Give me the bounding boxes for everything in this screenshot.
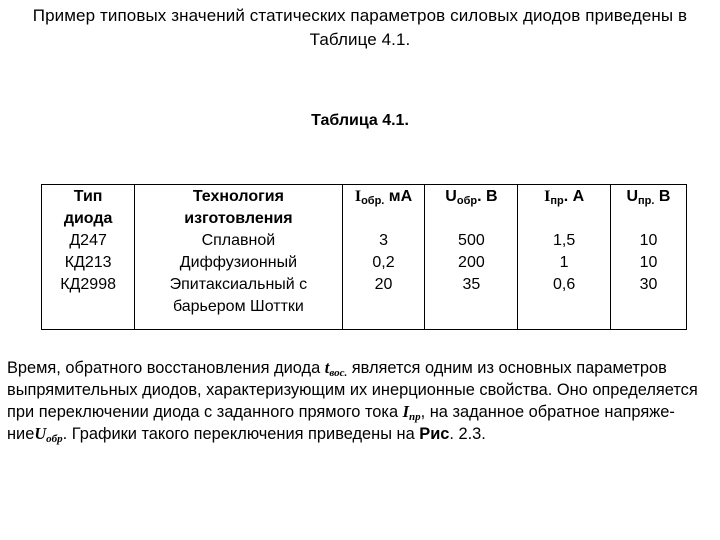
header-forward-current <box>518 185 611 231</box>
header-u-fwd-sub: пр. <box>638 195 655 207</box>
cell-u-rev: 200 <box>458 254 485 271</box>
cell-u-rev: 35 <box>462 276 481 293</box>
table-header-row <box>42 185 687 231</box>
body-paragraph <box>7 357 719 445</box>
header-u-rev-unit: . В <box>477 188 498 205</box>
header-u-rev-symbol: U <box>445 188 457 205</box>
header-i-rev-symbol: I <box>354 188 362 205</box>
cell-u-fwd: 10 <box>639 254 658 271</box>
para-text-5: . 2.3. <box>449 425 486 443</box>
column-forward-voltage <box>610 230 686 330</box>
header-technology <box>135 185 342 231</box>
intro-text <box>0 4 720 52</box>
symbol-u-sub: обр <box>46 433 63 445</box>
header-u-fwd-symbol: U <box>626 188 639 205</box>
symbol-t-sub: вос. <box>329 367 348 379</box>
column-technology <box>135 230 342 330</box>
header-i-rev-sub: обр. <box>361 195 385 207</box>
header-i-fwd-symbol: I <box>544 188 551 205</box>
cell-i-rev: 0,2 <box>372 254 395 271</box>
cell-type: КД2998 <box>60 276 116 293</box>
header-type-line1: Тип <box>73 188 103 205</box>
cell-technology: Диффузионный <box>179 254 297 271</box>
header-u-rev-sub: обр <box>456 195 478 207</box>
symbol-i: I <box>402 402 410 421</box>
header-type-line2: диода <box>63 210 113 227</box>
para-text-1: Время, обратного восстановления диода <box>7 359 325 377</box>
intro-line-2: Таблице 4.1. <box>309 30 411 49</box>
symbol-i-sub: пр <box>409 411 421 423</box>
cell-i-rev: 20 <box>374 276 393 293</box>
para-text-4: . Графики такого переключения приведены на <box>62 425 420 443</box>
header-i-fwd-sub: пр <box>550 195 564 207</box>
header-technology-line2: изготовления <box>184 210 293 227</box>
para-text-3: , на заданное обратное напряже-ние <box>7 403 675 443</box>
cell-type: КД213 <box>64 254 112 271</box>
table-caption: Таблица 4.1. <box>311 112 409 129</box>
symbol-u: U <box>34 424 47 443</box>
header-i-rev-unit: мА <box>384 188 413 205</box>
cell-u-fwd: 10 <box>639 232 658 249</box>
header-technology-line1: Технология <box>192 188 284 205</box>
cell-i-rev: 3 <box>379 232 388 249</box>
figure-reference: Рис <box>419 425 450 443</box>
header-i-fwd-unit: . А <box>563 188 585 205</box>
cell-type: Д247 <box>69 232 107 249</box>
intro-line-1: Пример типовых значений статических параметров силовых диодов приведены в <box>32 6 688 25</box>
cell-technology: Сплавной <box>201 232 276 249</box>
cell-i-fwd: 1,5 <box>553 232 576 249</box>
column-reverse-current <box>342 230 425 330</box>
column-reverse-voltage <box>425 230 518 330</box>
header-type <box>42 185 135 231</box>
cell-technology: барьером Шоттки <box>172 298 304 315</box>
header-forward-voltage <box>610 185 686 231</box>
cell-i-fwd: 1 <box>559 254 569 271</box>
header-reverse-current <box>342 185 425 231</box>
column-forward-current <box>518 230 611 330</box>
cell-u-rev: 500 <box>458 232 485 249</box>
column-type <box>42 230 135 330</box>
cell-technology: Эпитаксиальный с <box>169 276 308 293</box>
cell-i-fwd: 0,6 <box>553 276 576 293</box>
para-text-2: является одним из основных параметров выпрямительных диодов, характеризующим их инерционные свойства. Оно определяется при переключении диода с заданного прямого тока <box>7 359 698 421</box>
header-u-fwd-unit: В <box>654 188 671 205</box>
table-body-row <box>42 230 687 330</box>
symbol-t: t <box>324 358 330 377</box>
header-reverse-voltage <box>425 185 518 231</box>
diode-parameters-table <box>41 184 687 330</box>
cell-u-fwd: 30 <box>639 276 658 293</box>
